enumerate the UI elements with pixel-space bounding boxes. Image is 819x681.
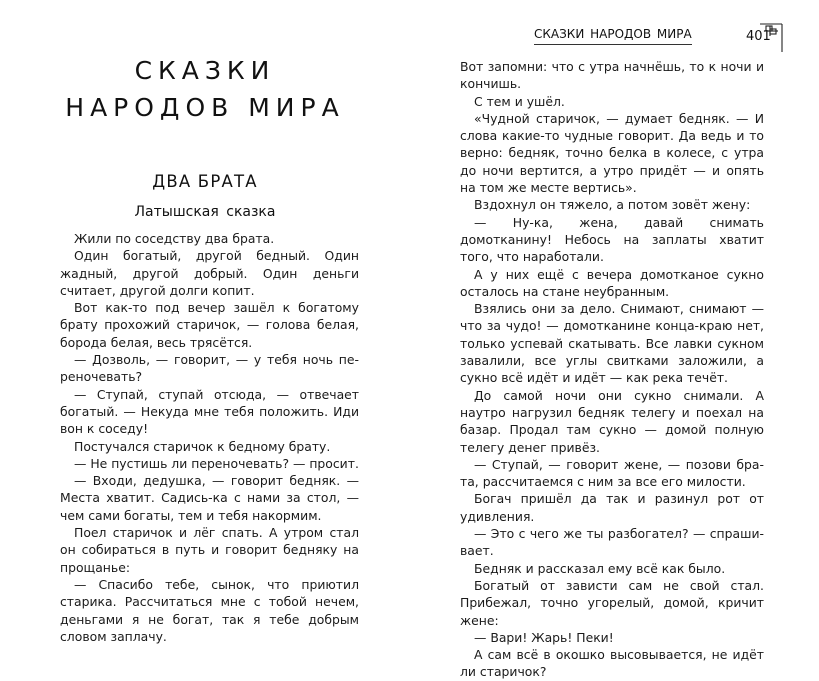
paragraph: Богатый от зависти сам не свой стал. Прибежал, точно угорелый, домой, кричит жене: [460, 577, 764, 628]
left-page [0, 0, 410, 644]
right-page-body [460, 58, 764, 681]
book-title-line-1: СКАЗКИ [134, 56, 276, 85]
paragraph: Постучался старичок к бедному брату. [74, 438, 331, 454]
paragraph: А сам всё в окошко высовывается, не идёт ли старичок? [460, 647, 764, 680]
paragraph: — Спасибо тебе, сынок, что приютил старика. Рассчитаться мне с тобой нечем, деньгами я не богат, так я тебе добрым словом заплачу. [60, 576, 359, 644]
paragraph: Вздохнул он тяжело, а потом зовёт жену: [474, 197, 751, 213]
paragraph: — Входи, дедушка, — говорит бедняк. — Места хватит. Садись-ка с нами за стол, — чем сами богаты, тем и тебя накормим. [60, 473, 359, 523]
paragraph: Бедняк и рассказал ему всё как было. [474, 560, 726, 576]
paragraph: Взялись они за дело. Снимают, снимают — что за чудо! — домотканине конца-краю нет, только успевай скатывать. Все лавки сукном завалили, все углы свитками заложили, а сукно всё идёт и идёт — как река течёт. [460, 301, 764, 386]
paragraph: Жили по соседству два брата. [74, 231, 275, 246]
book-title-line-2: НАРОДОВ МИРА [65, 93, 345, 122]
paragraph: «Чудной старичок, — думает бедняк. — И слова какие-то чудные говорит. Да ведь и то верно: бедняк, точно белка в колесе, с утра до ночи вертится, а утро придёт — и опять на том же месте вертись». [460, 110, 764, 196]
paragraph: А у них ещё с вечера домотканое сукно осталось на стане неубранным. [460, 266, 764, 299]
left-page-body [60, 230, 359, 645]
knot-ornament-icon [760, 22, 790, 54]
paragraph: Вот как-то под вечер зашёл к богатому брату прохожий старичок, — голова белая, борода белая, весь трясётся. [60, 300, 359, 350]
tale-title: ДВА БРАТА [152, 172, 258, 191]
right-page [410, 0, 819, 680]
paragraph: Богач пришёл да так и разинул рот от удивления. [460, 491, 764, 524]
paragraph: — Ступай, — говорит жене, — позови брата, рассчитаемся с ним за все его милости. [460, 456, 764, 490]
paragraph: — Это с чего же ты разбогател? — спрашивает. [460, 526, 764, 559]
running-head: СКАЗКИ НАРОДОВ МИРА [534, 27, 692, 45]
paragraph: До самой ночи они сукно снимали. А наутро нагрузил бедняк телегу и поехал на базар. Продал там сукно — домой полную телегу денег привёз. [460, 387, 764, 455]
paragraph: — Ступай, ступай отсюда, — отвечает богатый. — Некуда мне тебя положить. Иди вон к соседу! [60, 386, 359, 437]
paragraph: — Вари! Жарь! Пеки! [474, 629, 614, 645]
paragraph: — Дозволь, — говорит, — у тебя ночь переночевать? [60, 352, 359, 385]
paragraph: Поел старичок и лёг спать. А утром стал он собираться в путь и говорит бедняку на прощанье: [60, 525, 359, 575]
paragraph: — Не пустишь ли переночевать? — просит. [74, 455, 359, 471]
paragraph: — Ну-ка, жена, давай снимать домотканину! Небось на заплаты хватит того, что наработали. [460, 214, 764, 265]
page-number: 401 [746, 29, 771, 44]
paragraph: С тем и ушёл. [474, 93, 565, 109]
continued-paragraph: Вот запомни: что с утра начнёшь, то к ночи и кончишь. [460, 59, 764, 92]
paragraph: Один богатый, другой бедный. Один жадный, другой добрый. Один деньги считает, другой долги копит. [60, 248, 359, 298]
tale-subtitle: Латышская сказка [134, 204, 276, 220]
